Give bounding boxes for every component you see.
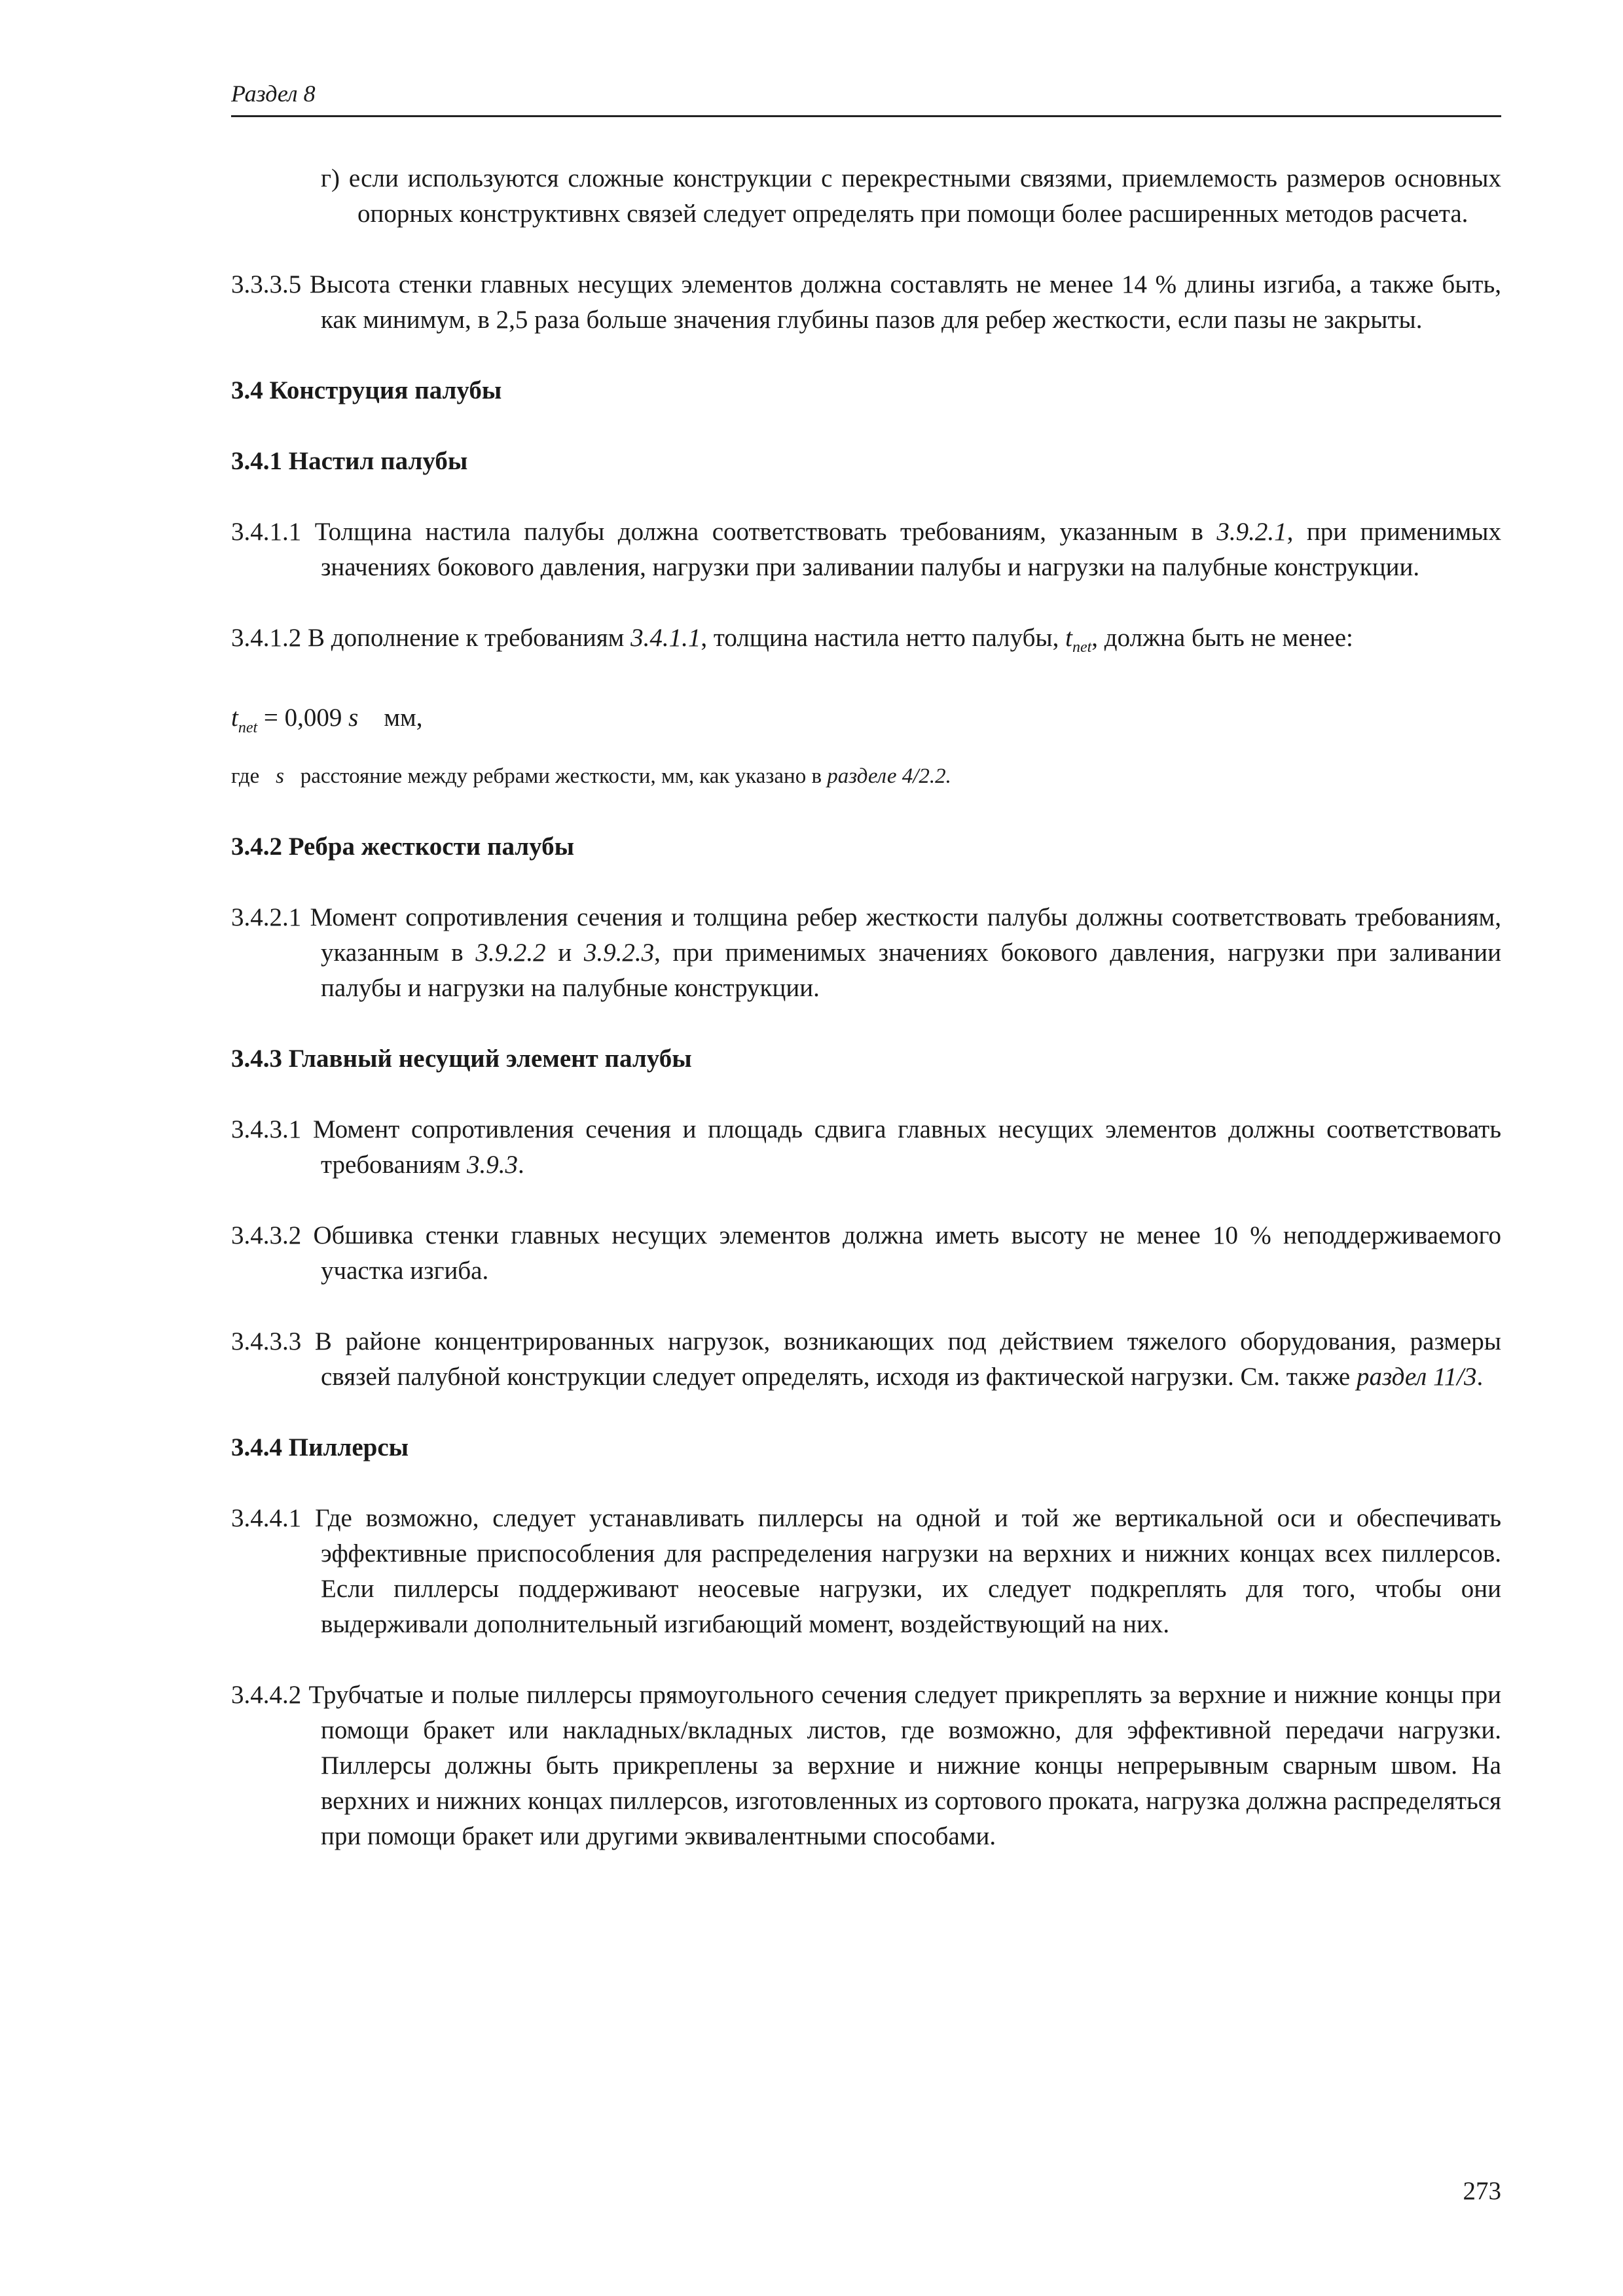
paragraph-text: 3.4.3.3 В районе концентрированных нагрузок, возникающих под действием тяжелого оборудования, размеры связей палубной конструкции следует определять, исходя из фактической нагрузки. См. также xyxy=(231,1327,1501,1391)
paragraph-text: 3.4.1.2 В дополнение к требованиям xyxy=(231,624,631,652)
formula-variable: s xyxy=(348,703,359,732)
paragraph-text: . xyxy=(518,1150,524,1179)
paragraph-text: и xyxy=(545,938,584,967)
formula-t-net xyxy=(231,700,1501,739)
legend-variable: s xyxy=(276,764,284,788)
paragraph-3-4-4-2: 3.4.4.2 Трубчатые и полые пиллерсы прямоугольного сечения следует прикреплять за верхние и нижние концы при помощи бракет или накладных/вкладных листов, где возможно, для эффективной передачи нагрузки. Пиллерсы должны быть прикреплены за верхние и нижние концы непрерывным сварным швом. На верхних и нижних концах пиллерсов, изготовленных из сортового проката, нагрузка должна распределяться при помощи бракет или другими эквивалентными способами. xyxy=(231,1680,1501,1850)
paragraph-3-4-3-1 xyxy=(231,1112,1501,1183)
document-body xyxy=(231,161,1501,1890)
heading-3-4-3: 3.4.3 Главный несущий элемент палубы xyxy=(231,1044,692,1073)
formula-subscript: net xyxy=(238,719,258,736)
paragraph-text: при применимых значениях бокового давления, нагрузки при заливании палубы и нагрузки на палубные конструкции. xyxy=(321,518,1501,581)
header-rule xyxy=(231,115,1501,117)
formula-legend xyxy=(231,759,1501,794)
paragraph-3-4-1-2 xyxy=(231,620,1501,665)
cross-reference: раздел 11/3 xyxy=(1357,1362,1477,1391)
paragraph-text: , должна быть не менее: xyxy=(1091,624,1353,652)
cross-reference: 3.9.3 xyxy=(467,1150,518,1179)
paragraph-3-3-3-5: 3.3.3.5 Высота стенки главных несущих элементов должна составлять не менее 14 % длины изгиба, а также быть, как минимум, в 2,5 раза больше значения глубины пазов для ребер жесткости, если пазы не закрыты. xyxy=(231,270,1501,334)
cross-reference: 3.9.2.1, xyxy=(1216,518,1294,546)
paragraph-text: 3.4.1.1 Толщина настила палубы должна соответствовать требованиям, указанным в xyxy=(231,518,1217,546)
formula-unit: мм, xyxy=(384,703,423,732)
page-number: 273 xyxy=(1463,2177,1501,2205)
formula-symbol: t xyxy=(231,703,238,732)
heading-3-4-1: 3.4.1 Настил палубы xyxy=(231,447,468,475)
paragraph-3-4-2-1 xyxy=(231,900,1501,1006)
heading-3-4-2: 3.4.2 Ребра жесткости палубы xyxy=(231,832,575,861)
paragraph-3-4-1-1 xyxy=(231,514,1501,585)
cross-reference: 3.9.2.2 xyxy=(475,938,546,967)
legend-text: расстояние между ребрами жесткости, мм, как указано в xyxy=(283,764,828,788)
paragraph-3-4-4-1: 3.4.4.1 Где возможно, следует устанавливать пиллерсы на одной и той же вертикальной оси и обеспечивать эффективные приспособления для распределения нагрузки на верхних и нижних концах всех пиллерсов. Если пиллерсы поддерживают неосевые нагрузки, их следует подкреплять для того, чтобы они выдерживали дополнительный изгибающий момент, воздействующий на них. xyxy=(231,1503,1501,1638)
cross-reference: 3.4.1.1 xyxy=(630,624,701,652)
legend-text: где xyxy=(231,764,276,788)
cross-reference: разделе 4/2.2. xyxy=(827,764,951,788)
paragraph-3-4-3-2: 3.4.3.2 Обшивка стенки главных несущих элементов должна иметь высоту не менее 10 % неподдерживаемого участка изгиба. xyxy=(231,1221,1501,1285)
paragraph-3-4-3-3 xyxy=(231,1324,1501,1395)
section-header: Раздел 8 xyxy=(231,81,316,107)
heading-3-4: 3.4 Конструция палубы xyxy=(231,376,502,404)
symbol-t: t xyxy=(1065,624,1072,652)
symbol-subscript: net xyxy=(1072,638,1092,656)
paragraph-text: . xyxy=(1476,1362,1484,1391)
paragraph-text: , при применимых значениях бокового давления, нагрузки при заливании палубы и нагрузки на палубные конструкции. xyxy=(321,938,1501,1002)
paragraph-g: г) если используются сложные конструкции с перекрестными связями, приемлемость размеров основных опорных конструктивнх связей следует определять при помощи более расширенных методов расчета. xyxy=(321,164,1501,228)
heading-3-4-4: 3.4.4 Пиллерсы xyxy=(231,1433,409,1462)
paragraph-text: 3.4.2.1 Момент сопротивления сечения и толщина ребер жесткости палубы должны соответствовать требованиям, указанным в xyxy=(231,903,1501,967)
formula-equation: = 0,009 xyxy=(257,703,342,732)
paragraph-text: , толщина настила нетто палубы, xyxy=(701,624,1066,652)
cross-reference: 3.9.2.3 xyxy=(583,938,655,967)
paragraph-text: 3.4.3.1 Момент сопротивления сечения и площадь сдвига главных несущих элементов должны соответствовать требованиям xyxy=(231,1115,1501,1179)
